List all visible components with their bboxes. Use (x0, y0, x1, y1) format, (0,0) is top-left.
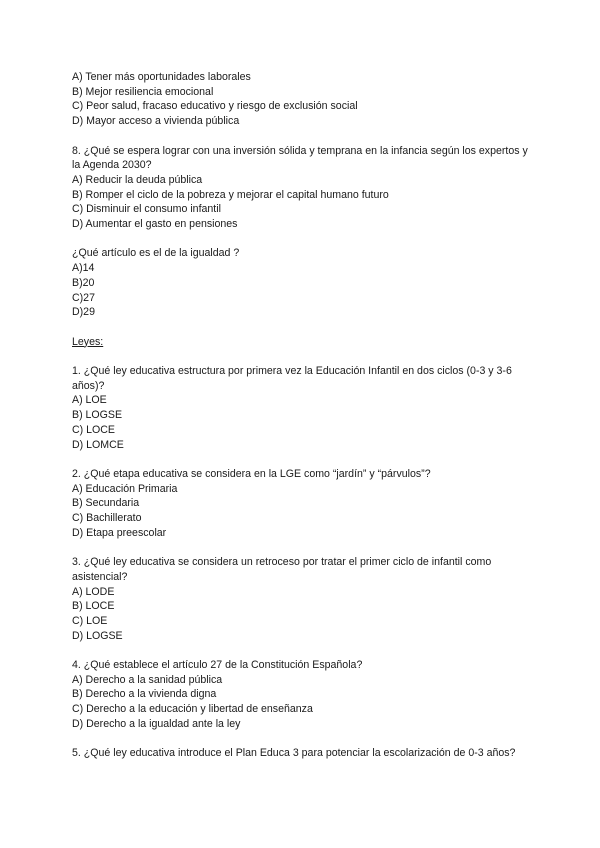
question-3-text: 3. ¿Qué ley educativa se considera un retroceso por tratar el primer ciclo de infantil como asistencial? (72, 556, 492, 583)
spacer (72, 232, 532, 247)
question-3-block (72, 555, 532, 643)
spacer (72, 540, 532, 555)
option-b: B) Secundaria (72, 497, 140, 510)
option-c: C) LOCE (72, 423, 115, 436)
option-a: A) Educación Primaria (72, 482, 178, 495)
question-8-block (72, 144, 532, 232)
option-a: A) Reducir la deuda pública (72, 173, 203, 186)
option-d: D) LOMCE (72, 438, 124, 451)
option-b: B) Derecho a la vivienda digna (72, 688, 217, 701)
section-heading-leyes: Leyes: (72, 335, 104, 348)
option-c: C) Bachillerato (72, 512, 142, 525)
spacer (72, 320, 532, 335)
option-b: B) Romper el ciclo de la pobreza y mejorar el capital humano futuro (72, 188, 389, 201)
option-c: C) LOE (72, 614, 108, 627)
question-block-continued (72, 70, 532, 129)
option-c: C)27 (72, 291, 95, 304)
question-4-block (72, 658, 532, 732)
option-b: B) LOGSE (72, 409, 123, 422)
question-igualdad-block (72, 246, 532, 320)
option-b: B)20 (72, 276, 95, 289)
question-1-block (72, 364, 532, 452)
option-a: A) LOE (72, 394, 107, 407)
option-c: C) Derecho a la educación y libertad de enseñanza (72, 703, 313, 716)
option-d: D) Etapa preescolar (72, 526, 167, 539)
question-2-block (72, 467, 532, 541)
option-d: D) Mayor acceso a vivienda pública (72, 115, 240, 128)
question-1-text: 1. ¿Qué ley educativa estructura por primera vez la Educación Infantil en dos ciclos (0-3 y 3-6 años)? (72, 365, 512, 392)
option-b: B) Mejor resiliencia emocional (72, 85, 214, 98)
spacer (72, 643, 532, 658)
spacer (72, 349, 532, 364)
option-a: A) Derecho a la sanidad pública (72, 673, 223, 686)
option-c: C) Peor salud, fracaso educativo y riesgo de exclusión social (72, 100, 358, 113)
option-a: A) LODE (72, 585, 115, 598)
option-b: B) LOCE (72, 600, 115, 613)
spacer (72, 129, 532, 144)
option-a: A)14 (72, 262, 95, 275)
option-d: D) Aumentar el gasto en pensiones (72, 218, 238, 231)
option-d: D)29 (72, 306, 95, 319)
question-5-block (72, 746, 532, 761)
question-4-text: 4. ¿Qué establece el artículo 27 de la Constitución Española? (72, 659, 363, 672)
question-5-text: 5. ¿Qué ley educativa introduce el Plan Educa 3 para potenciar la escolarización de 0-3 años? (72, 747, 516, 760)
document-content (72, 70, 532, 761)
question-2-text: 2. ¿Qué etapa educativa se considera en la LGE como “jardín” y “párvulos”? (72, 467, 431, 480)
option-a: A) Tener más oportunidades laborales (72, 71, 251, 83)
option-d: D) Derecho a la igualdad ante la ley (72, 717, 241, 730)
spacer (72, 452, 532, 467)
question-8-text: 8. ¿Qué se espera lograr con una inversión sólida y temprana en la infancia según los expertos y la Agenda 2030? (72, 144, 528, 172)
question-igualdad-text: ¿Qué artículo es el de la igualdad ? (72, 247, 240, 260)
option-d: D) LOGSE (72, 629, 123, 642)
spacer (72, 732, 532, 747)
option-c: C) Disminuir el consumo infantil (72, 203, 221, 216)
